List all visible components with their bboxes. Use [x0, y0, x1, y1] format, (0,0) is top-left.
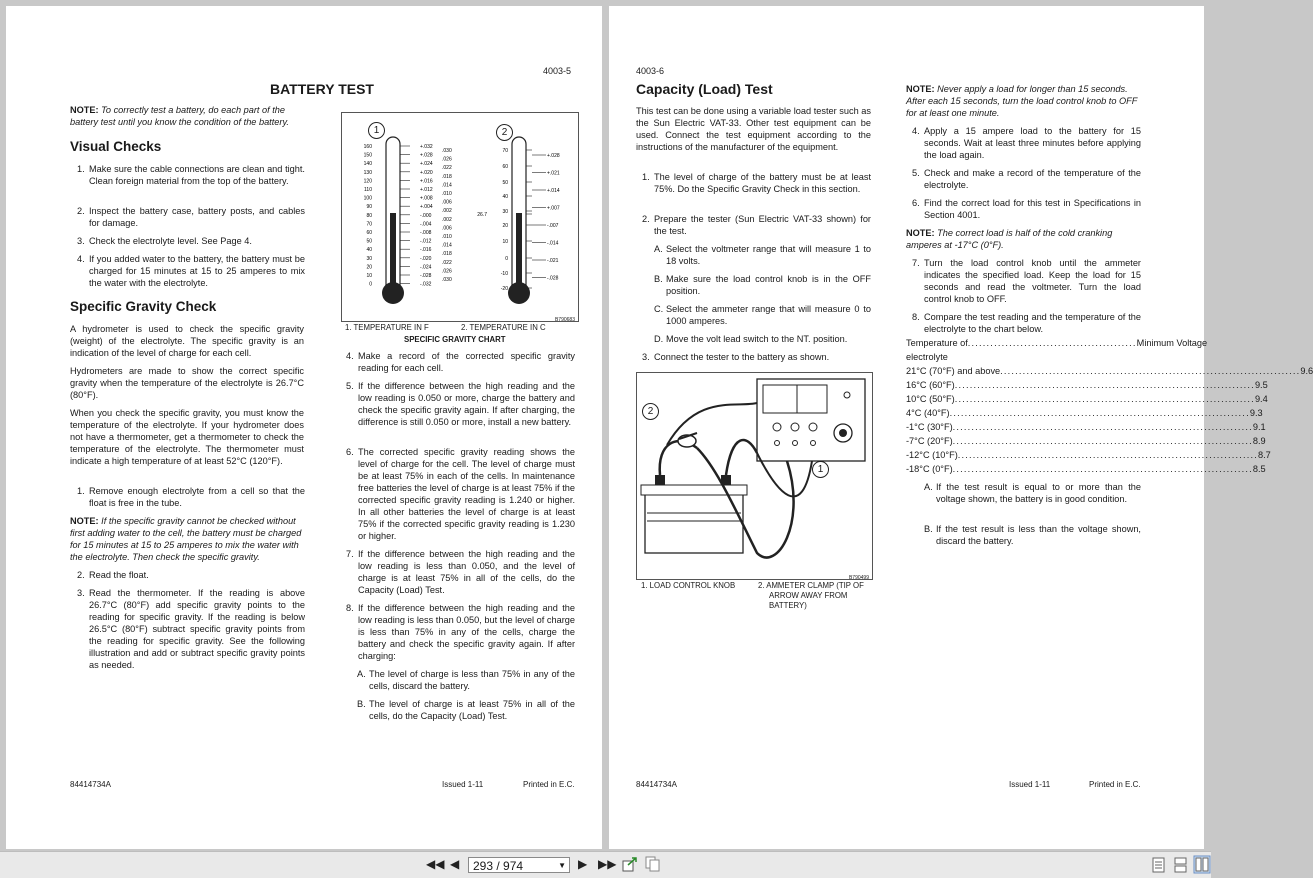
list-item: B. The level of charge is at least 75% in all of the cells, do the Capacity (Load) Test.: [357, 699, 575, 721]
tick-label: 90: [366, 204, 372, 211]
page-title: BATTERY TEST: [270, 81, 374, 97]
correction-label: -.028: [547, 275, 559, 282]
list-item: 7. Turn the load control knob until the ammeter indicates the specified load. Keep the load for 15 seconds and read the voltmeter. Turn the load control knob to OFF.: [912, 258, 1141, 304]
note: [70, 104, 305, 128]
correction-label: -.016: [420, 247, 432, 254]
correction-label: +.028: [420, 152, 433, 159]
correction-label: .014: [442, 242, 452, 249]
page-title: Capacity (Load) Test: [636, 81, 773, 97]
list-item: 3. Connect the tester to the battery as shown.: [642, 352, 830, 362]
correction-label: .026: [442, 268, 452, 275]
thermometers-illustration: [342, 113, 578, 321]
list-item: 4. Apply a 15 ampere load to the battery for 15 seconds. Wait at least three minutes before applying the load again.: [912, 126, 1141, 160]
callout-1: 1: [368, 122, 385, 139]
voltage-cell: 8.5: [1252, 464, 1266, 474]
footer-printed: Printed in E.C.: [1089, 780, 1141, 789]
first-page-icon[interactable]: ◀◀: [426, 857, 445, 871]
temperature-cell: -12°C (10°F): [906, 450, 958, 460]
list-item: 4. If you added water to the battery, the battery must be charged for 15 minutes at 15 to 25 amperes to mix the water with the electrolyte.: [77, 254, 305, 288]
voltage-cell: 9.4: [1254, 394, 1268, 404]
continuous-view-icon[interactable]: [1174, 857, 1188, 876]
table-row: 4°C (40°F) ................................................................................ 9.3: [906, 408, 1263, 418]
tick-label: 40: [502, 194, 508, 200]
left-page: [6, 6, 602, 849]
correction-label: .026: [442, 156, 452, 163]
paragraph: This test can be done using a variable load tester such as the Sun Electric VAT-33. Other test equipment can be used. Connect the test equipment according to the instructions of the manufacturer of the equipment.: [636, 106, 871, 152]
correction-label: .010: [442, 234, 452, 240]
page-number-input[interactable]: [468, 857, 570, 873]
tick-label: 130: [363, 169, 372, 176]
voltage-cell: 8.7: [1257, 450, 1271, 460]
thermometer-f-bulb: [382, 282, 404, 304]
tick-label: 150: [363, 152, 372, 159]
temperature-cell: -18°C (0°F): [906, 464, 953, 474]
list-item: 6. The corrected specific gravity reading shows the level of charge for the cell. The level of charge must be at least 75% in each of the cells. In maintenance free batteries the level of charge is at least 75% if the corrected specific gravity reading is 1.240 or higher. In all other batteries the level of charge is at least 75% if the corrected specific gravity reading is 1.230 or higher.: [346, 447, 575, 541]
two-page-view-icon[interactable]: [1194, 856, 1210, 876]
temperature-cell: 16°C (60°F): [906, 380, 955, 390]
chart-label-2: 2. TEMPERATURE IN C: [461, 323, 546, 332]
temperature-cell: 4°C (40°F): [906, 408, 950, 418]
export-icon[interactable]: [622, 856, 638, 875]
correction-label: -.032: [420, 281, 432, 288]
correction-label: +.007: [547, 205, 560, 212]
correction-label: .030: [442, 277, 452, 283]
page-number: 4003-5: [543, 66, 572, 76]
callout-1: 1: [812, 461, 829, 478]
copy-icon[interactable]: [645, 856, 661, 875]
correction-label: .014: [442, 182, 452, 189]
correction-label: .002: [442, 216, 452, 223]
chart-caption: SPECIFIC GRAVITY CHART: [404, 335, 506, 344]
tick-label: -20: [500, 286, 508, 292]
note-text: Never apply a load for longer than 15 seconds. After each 15 seconds, turn the load control knob to OFF for at least one minute.: [906, 84, 1138, 118]
temperature-cell: 10°C (50°F): [906, 394, 955, 404]
viewer-toolbar: [0, 851, 1211, 878]
correction-label: .010: [442, 191, 452, 197]
load-tester-figure: [636, 372, 873, 580]
last-page-icon[interactable]: ▶▶: [598, 857, 617, 871]
correction-label: -.008: [420, 230, 432, 236]
list-item: 1. Make sure the cable connections are clean and tight. Clean foreign material from the top of the battery.: [77, 164, 305, 186]
tick-label: 30: [502, 209, 508, 215]
list-item: A. The level of charge is less than 75% in any of the cells, discard the battery.: [357, 669, 575, 691]
tick-label: 110: [364, 187, 372, 193]
paragraph: When you check the specific gravity, you must know the temperature of the electrolyte. If your hydrometer does not have a thermometer, get a thermometer to check the temperature of the electrolyte. The thermometer must indicate a high temperature of at least 52°C (120°F).: [70, 408, 304, 466]
list-item: 2. Read the float.: [77, 570, 149, 580]
voltage-table-header: Temperature of ............................................. Minimum Voltage: [906, 338, 1208, 348]
list-item: 7. If the difference between the high reading and the low reading is less than 0.050, and the level of charge is at least 75% in all of the cells, do the Capacity (Load) Test.: [346, 549, 575, 595]
correction-label: -.014: [547, 240, 559, 247]
tick-label: 40: [366, 247, 372, 254]
table-row: -12°C (10°F) ................................................................................ 8.7: [906, 450, 1271, 460]
voltage-table-subheader: electrolyte: [906, 352, 948, 362]
paragraph: Hydrometers are made to show the correct specific gravity when the temperature of the electrolyte is 26.7°C (80°F).: [70, 366, 304, 400]
correction-label: -.028: [420, 273, 432, 279]
thermometer-c-bulb: [508, 282, 530, 304]
tick-label: 140: [363, 161, 372, 168]
tick-label: 100: [363, 195, 372, 202]
note-label: NOTE:: [906, 84, 935, 94]
note: [70, 515, 305, 563]
single-page-view-icon[interactable]: [1152, 857, 1166, 876]
callout-2: 2: [496, 124, 513, 141]
correction-label: -.021: [547, 258, 559, 264]
temperature-cell: -1°C (30°F): [906, 422, 953, 432]
section-heading-specific-gravity: Specific Gravity Check: [70, 299, 217, 314]
note: [906, 83, 1141, 119]
footer-issued: Issued 1-11: [1009, 780, 1051, 789]
correction-label: +.021: [547, 170, 560, 177]
voltage-cell: 9.5: [1254, 380, 1268, 390]
tick-label: 60: [502, 164, 508, 170]
tick-label: 10: [366, 273, 372, 279]
correction-label: .022: [442, 165, 452, 172]
tick-label: 70: [366, 221, 372, 228]
page-number: 4003-6: [636, 66, 665, 76]
list-item: 8. If the difference between the high reading and the low reading is less than 0.050, but the level of charge is less than 75% in any of the cells, charge the battery and check the specific gravity again. If after charging:: [346, 603, 575, 661]
correction-label: +.020: [420, 169, 433, 176]
table-row: 16°C (60°F) ................................................................................ 9.5: [906, 380, 1268, 390]
figure-label-1: 1. LOAD CONTROL KNOB: [641, 581, 736, 590]
note-text: If the specific gravity cannot be checked without first adding water to the cell, the battery must be charged for 15 minutes at 15 to 25 amperes to mix the water with the electrolyte. Then check the specific gravity.: [70, 516, 302, 562]
tick-label: 50: [502, 180, 508, 186]
correction-label: +.016: [420, 178, 433, 185]
figure-label-2: 2. AMMETER CLAMP (TIP OF ARROW AWAY FROM BATTERY): [758, 581, 864, 610]
note-label: NOTE:: [906, 228, 935, 238]
tick-label: 0: [505, 256, 508, 262]
tick-label: 26.7: [477, 212, 487, 218]
list-item: 3. Check the electrolyte level. See Page 4.: [77, 236, 252, 246]
correction-label: +.024: [420, 161, 433, 168]
right-page: [609, 6, 1313, 849]
list-item: 2. Prepare the tester (Sun Electric VAT-33 shown) for the test.: [642, 214, 871, 236]
correction-label: .030: [442, 148, 452, 154]
list-item: C. Select the ammeter range that will measure 0 to 1000 amperes.: [654, 304, 871, 326]
section-heading-visual-checks: Visual Checks: [70, 139, 162, 154]
previous-page-icon[interactable]: ◀: [450, 857, 460, 871]
correction-label: .022: [442, 259, 452, 266]
note-label: NOTE:: [70, 516, 99, 526]
note-label: NOTE:: [70, 105, 99, 115]
tick-label: 0: [369, 281, 372, 288]
specific-gravity-chart: [341, 112, 579, 322]
footer-printed: Printed in E.C.: [523, 780, 575, 789]
list-item: A. If the test result is equal to or more than the voltage shown, the battery is in good condition.: [924, 482, 1141, 504]
tick-label: 80: [366, 212, 372, 219]
chart-label-1: 1. TEMPERATURE IN F: [345, 323, 429, 332]
list-item: B. Make sure the load control knob is in the OFF position.: [654, 274, 871, 296]
correction-label: +.028: [547, 153, 560, 159]
next-page-icon[interactable]: ▶: [578, 857, 588, 871]
page-number-value: 293 / 974: [473, 859, 524, 873]
list-item: 5. Check and make a record of the temperature of the electrolyte.: [912, 168, 1141, 190]
list-item: 4. Make a record of the corrected specific gravity reading for each cell.: [346, 351, 575, 373]
chevron-down-icon[interactable]: ▼: [558, 861, 566, 870]
footer-issued: Issued 1-11: [442, 780, 484, 789]
list-item: A. Select the voltmeter range that will measure 1 to 18 volts.: [654, 244, 871, 266]
note-text: To correctly test a battery, do each part of the battery test until you know the condition of the battery.: [70, 105, 289, 127]
table-row: 21°C (70°F) and above ................................................................................ 9.6: [906, 366, 1313, 376]
correction-label: .006: [442, 199, 452, 206]
figure-code: B790499: [848, 575, 869, 581]
temperature-cell: -7°C (20°F): [906, 436, 953, 446]
correction-label: -.020: [420, 255, 432, 262]
list-item: 8. Compare the test reading and the temperature of the electrolyte to the chart below.: [912, 312, 1141, 334]
correction-label: -.000: [420, 212, 432, 219]
table-row: 10°C (50°F) ................................................................................ 9.4: [906, 394, 1268, 404]
correction-label: .002: [442, 208, 452, 215]
correction-label: .018: [442, 173, 452, 180]
tick-label: 30: [366, 255, 372, 262]
load-tester-illustration: [637, 373, 872, 579]
list-item: B. If the test result is less than the voltage shown, discard the battery.: [924, 524, 1141, 546]
correction-label: +.014: [547, 188, 560, 194]
list-item: 1. Remove enough electrolyte from a cell so that the float is free in the tube.: [77, 486, 305, 508]
list-item: 1. The level of charge of the battery must be at least 75%. Do the Specific Gravity Check in this section.: [642, 172, 871, 194]
correction-label: +.008: [420, 195, 433, 202]
tick-label: -10: [500, 271, 508, 277]
voltage-cell: 9.3: [1249, 408, 1263, 418]
list-item: 6. Find the correct load for this test in Specifications in Section 4001.: [912, 198, 1141, 220]
correction-label: +.032: [420, 144, 433, 150]
voltage-cell: 9.1: [1252, 422, 1266, 432]
table-row: -18°C (0°F) ................................................................................ 8.5: [906, 464, 1266, 474]
table-row: -1°C (30°F) ................................................................................ 9.1: [906, 422, 1266, 432]
correction-label: -.012: [420, 238, 432, 245]
tick-label: 120: [363, 178, 372, 185]
list-item: D. Move the volt lead switch to the NT. position.: [654, 334, 848, 344]
correction-label: -.004: [420, 221, 432, 228]
tick-label: 70: [502, 148, 508, 154]
footer-document-number: 84414734A: [70, 780, 111, 789]
tick-label: 60: [366, 230, 372, 236]
correction-label: +.004: [420, 204, 433, 211]
list-item: 5. If the difference between the high reading and the low reading is 0.050 or more, charge the battery and check the specific gravity again. If after charging, the difference is still 0.050 or more, install a new battery.: [346, 381, 575, 427]
list-item: 2. Inspect the battery case, battery posts, and cables for damage.: [77, 206, 305, 228]
tick-label: 20: [502, 223, 508, 229]
voltage-cell: 8.9: [1252, 436, 1266, 446]
temperature-cell: 21°C (70°F) and above: [906, 366, 1001, 376]
correction-label: -.007: [547, 223, 559, 229]
table-row: -7°C (20°F) ................................................................................ 8.9: [906, 436, 1266, 446]
paragraph: A hydrometer is used to check the specific gravity (weight) of the electrolyte. The specific gravity is an indication of the level of charge for each cell.: [70, 324, 304, 358]
tick-label: 20: [366, 264, 372, 271]
correction-label: .006: [442, 225, 452, 232]
tick-label: 50: [366, 238, 372, 245]
note-text: The correct load is half of the cold cranking amperes at -17°C (0°F).: [906, 228, 1113, 250]
voltage-cell: 9.6: [1300, 366, 1313, 376]
list-item: 3. Read the thermometer. If the reading is above 26.7°C (80°F) add specific gravity points to the reading for specific gravity. If the reading is below 26.5°C (80°F) subtract specific gravity points from the reading for specific gravity. See the following illustration and add or subtract specific gravity points as needed.: [77, 588, 305, 670]
figure-code: B790683: [554, 317, 575, 323]
tick-label: 10: [502, 239, 508, 245]
correction-label: +.012: [420, 187, 433, 193]
footer-document-number: 84414734A: [636, 780, 677, 789]
note: [906, 227, 1141, 251]
correction-label: .018: [442, 251, 452, 258]
tick-label: 160: [363, 144, 372, 150]
callout-2: 2: [642, 403, 659, 420]
correction-label: -.024: [420, 264, 432, 271]
